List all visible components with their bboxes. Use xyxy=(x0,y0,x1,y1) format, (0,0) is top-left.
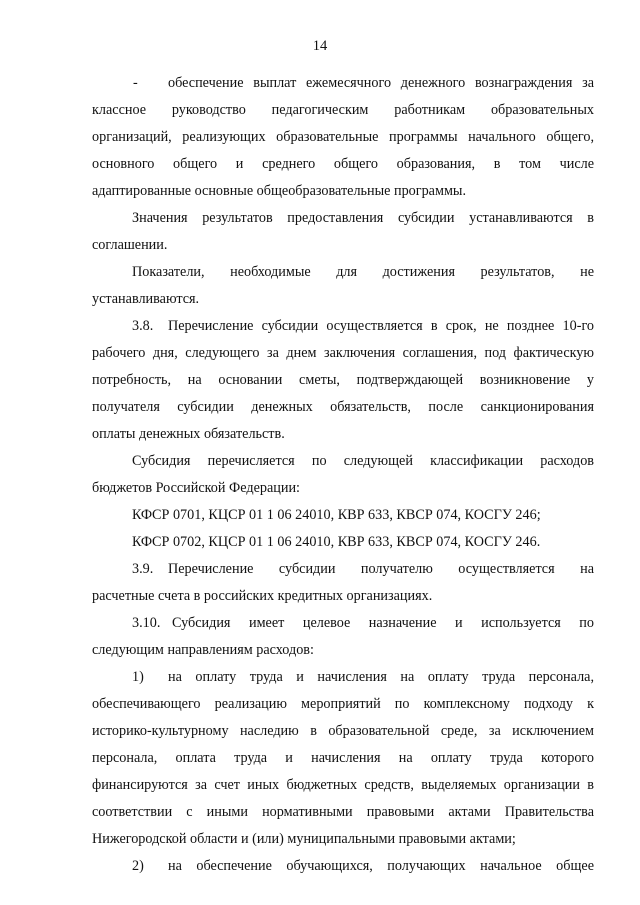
list-number: 2) xyxy=(132,858,144,874)
paragraph-line: Нижегородской области и (или) муниципальными правовыми актами; xyxy=(92,831,516,847)
paragraph-line: получателя субсидии денежных обязательств, после санкционирования xyxy=(92,399,594,415)
paragraph-first-line: Показатели, необходимые для достижения результатов, не xyxy=(132,264,594,280)
clause-number: 3.9. xyxy=(132,561,154,577)
paragraph-first-line: на оплату труда и начисления на оплату труда персонала, xyxy=(168,669,594,685)
classification-code-line: КФСР 0702, КЦСР 01 1 06 24010, КВР 633, КВСР 074, КОСГУ 246. xyxy=(132,534,541,550)
paragraph-first-line: Значения результатов предоставления субсидии устанавливаются в xyxy=(132,210,594,226)
paragraph-line: персонала, оплата труда и начисления на оплату труда которого xyxy=(92,750,594,766)
list-dash-marker: - xyxy=(133,75,138,91)
paragraph-line: историко-культурному наследию в образовательной среде, за исключением xyxy=(92,723,594,739)
paragraph-line: расчетные счета в российских кредитных организациях. xyxy=(92,588,433,604)
classification-code-line: КФСР 0701, КЦСР 01 1 06 24010, КВР 633, КВСР 074, КОСГУ 246; xyxy=(132,507,541,523)
paragraph-first-line: Субсидия имеет целевое назначение и используется по xyxy=(172,615,594,631)
clause-number: 3.8. xyxy=(132,318,154,334)
paragraph-line: устанавливаются. xyxy=(92,291,200,307)
paragraph-line: соответствии с иными нормативными правовыми актами Правительства xyxy=(92,804,594,820)
list-number: 1) xyxy=(132,669,144,685)
paragraph-line: соглашении. xyxy=(92,237,168,253)
clause-number: 3.10. xyxy=(132,615,161,631)
paragraph-line: следующим направлениям расходов: xyxy=(92,642,314,658)
page-number: 14 xyxy=(312,38,328,54)
paragraph-line: организаций, реализующих образовательные программы начального общего, xyxy=(92,129,594,145)
paragraph-first-line: на обеспечение обучающихся, получающих начальное общее xyxy=(168,858,594,874)
paragraph-line: классное руководство педагогическим работникам образовательных xyxy=(92,102,594,118)
paragraph-first-line: Перечисление субсидии получателю осуществляется на xyxy=(168,561,594,577)
paragraph-first-line: обеспечение выплат ежемесячного денежного вознаграждения за xyxy=(168,75,594,91)
paragraph-line: адаптированные основные общеобразовательные программы. xyxy=(92,183,467,199)
paragraph-first-line: Субсидия перечисляется по следующей классификации расходов xyxy=(132,453,594,469)
paragraph-first-line: Перечисление субсидии осуществляется в срок, не позднее 10-го xyxy=(168,318,594,334)
paragraph-line: финансируются за счет иных бюджетных средств, выделяемых организации в xyxy=(92,777,594,793)
paragraph-line: рабочего дня, следующего за днем заключения соглашения, под фактическую xyxy=(92,345,594,361)
paragraph-line: основного общего и среднего общего образования, в том числе xyxy=(92,156,594,172)
paragraph-line: потребность, на основании сметы, подтверждающей возникновение у xyxy=(92,372,594,388)
paragraph-line: обеспечивающего реализацию мероприятий по комплексному подходу к xyxy=(92,696,594,712)
paragraph-line: оплаты денежных обязательств. xyxy=(92,426,285,442)
paragraph-line: бюджетов Российской Федерации: xyxy=(92,480,300,496)
